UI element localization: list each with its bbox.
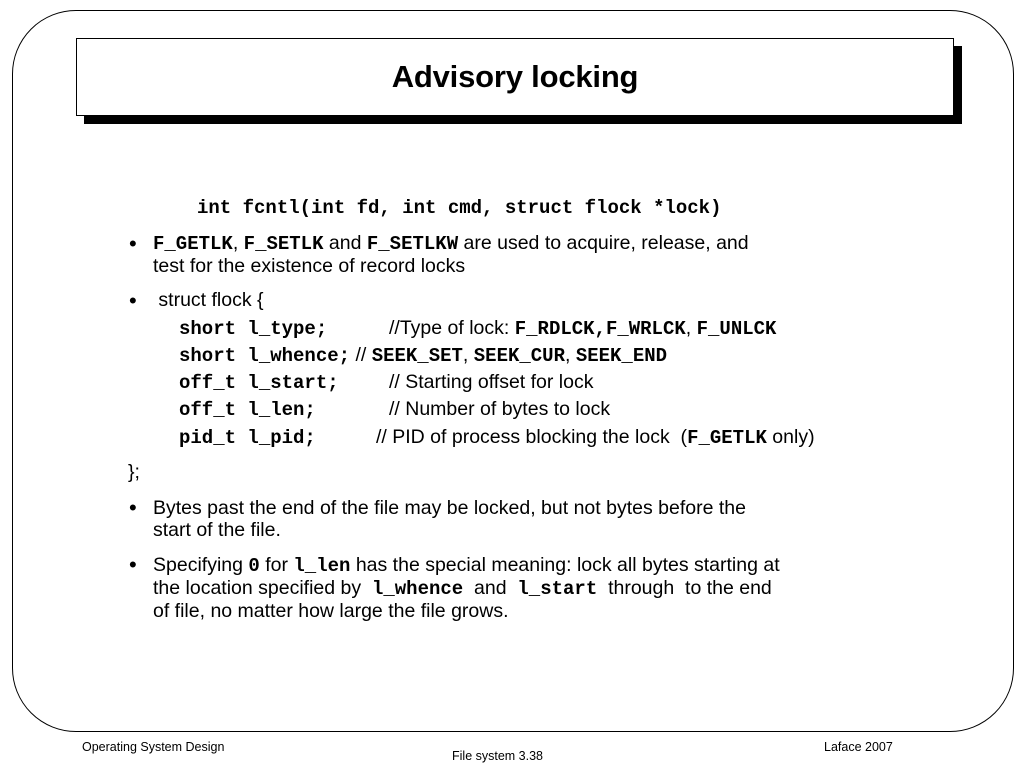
bullet3-line1: Bytes past the end of the file may be locked, but not bytes before the [153, 497, 746, 519]
field-comment: // Number of bytes to lock [389, 398, 611, 420]
bullet-dot: • [129, 231, 137, 256]
text-fragment: through to the end [597, 577, 772, 599]
text-fragment: Specifying [153, 554, 249, 576]
field-decl: short l_whence; [179, 345, 351, 367]
text-fragment: the location specified by [153, 577, 372, 599]
struct-close: }; [128, 461, 140, 483]
text-fragment: // PID of process blocking the lock ( [376, 426, 688, 448]
text-fragment: , [564, 344, 576, 366]
text-fragment: , [685, 317, 697, 339]
field-decl: short l_type; [179, 318, 328, 340]
field-decl: off_t l_len; [179, 399, 316, 421]
field-comment [376, 426, 815, 449]
bullet-dot: • [129, 495, 137, 520]
code-term: F_GETLK [153, 233, 233, 255]
field-decl: off_t l_start; [179, 372, 339, 394]
text-fragment: has the special meaning: lock all bytes starting at [350, 554, 780, 576]
bullet3-line2: start of the file. [153, 519, 281, 541]
code-term: F_RDLCK,F_WRLCK [514, 318, 686, 340]
text-fragment: , [462, 344, 474, 366]
text-fragment: //Type of lock: [389, 317, 515, 339]
footer-course: Operating System Design [82, 740, 225, 754]
struct-field [179, 371, 339, 394]
bullet-dot: • [129, 552, 137, 577]
text-fragment: and [463, 577, 518, 599]
struct-field [179, 317, 327, 340]
code-term: F_GETLK [687, 427, 767, 449]
field-comment: // Starting offset for lock [389, 371, 594, 393]
code-term: SEEK_END [575, 345, 668, 367]
text-fragment: and [323, 232, 367, 254]
struct-field [179, 398, 316, 421]
code-term: l_len [293, 555, 351, 577]
struct-field [179, 426, 316, 449]
footer-page-number: File system 3.38 [452, 749, 544, 763]
bullet4-line3: of file, no matter how large the file grows. [153, 600, 509, 622]
field-comment [389, 317, 776, 340]
bullet4-line2 [153, 577, 772, 600]
struct-head: struct flock { [153, 289, 264, 311]
code-term: F_UNLCK [696, 318, 777, 340]
text-fragment: for [259, 554, 294, 576]
code-term: F_SETLKW [366, 233, 459, 255]
code-term: l_start [517, 578, 598, 600]
text-fragment: are used to acquire, release, and [458, 232, 749, 254]
code-term: SEEK_SET [371, 345, 463, 367]
text-fragment: // [350, 344, 372, 366]
code-term: SEEK_CUR [473, 345, 565, 367]
function-signature: int fcntl(int fd, int cmd, struct flock *lock) [197, 197, 722, 219]
bullet4-line1 [153, 554, 780, 577]
bullet1-line2: test for the existence of record locks [153, 255, 466, 277]
footer-author: Laface 2007 [824, 740, 893, 754]
bullet1-line1 [153, 232, 749, 255]
code-term: F_SETLK [243, 233, 324, 255]
text-fragment: , [232, 232, 244, 254]
code-term: 0 [248, 555, 260, 577]
struct-field [179, 344, 667, 367]
code-term: l_whence [371, 578, 464, 600]
slide-title: Advisory locking [391, 59, 639, 94]
field-decl: pid_t l_pid; [179, 427, 316, 449]
text-fragment: only) [766, 426, 815, 448]
bullet-dot: • [129, 288, 137, 313]
